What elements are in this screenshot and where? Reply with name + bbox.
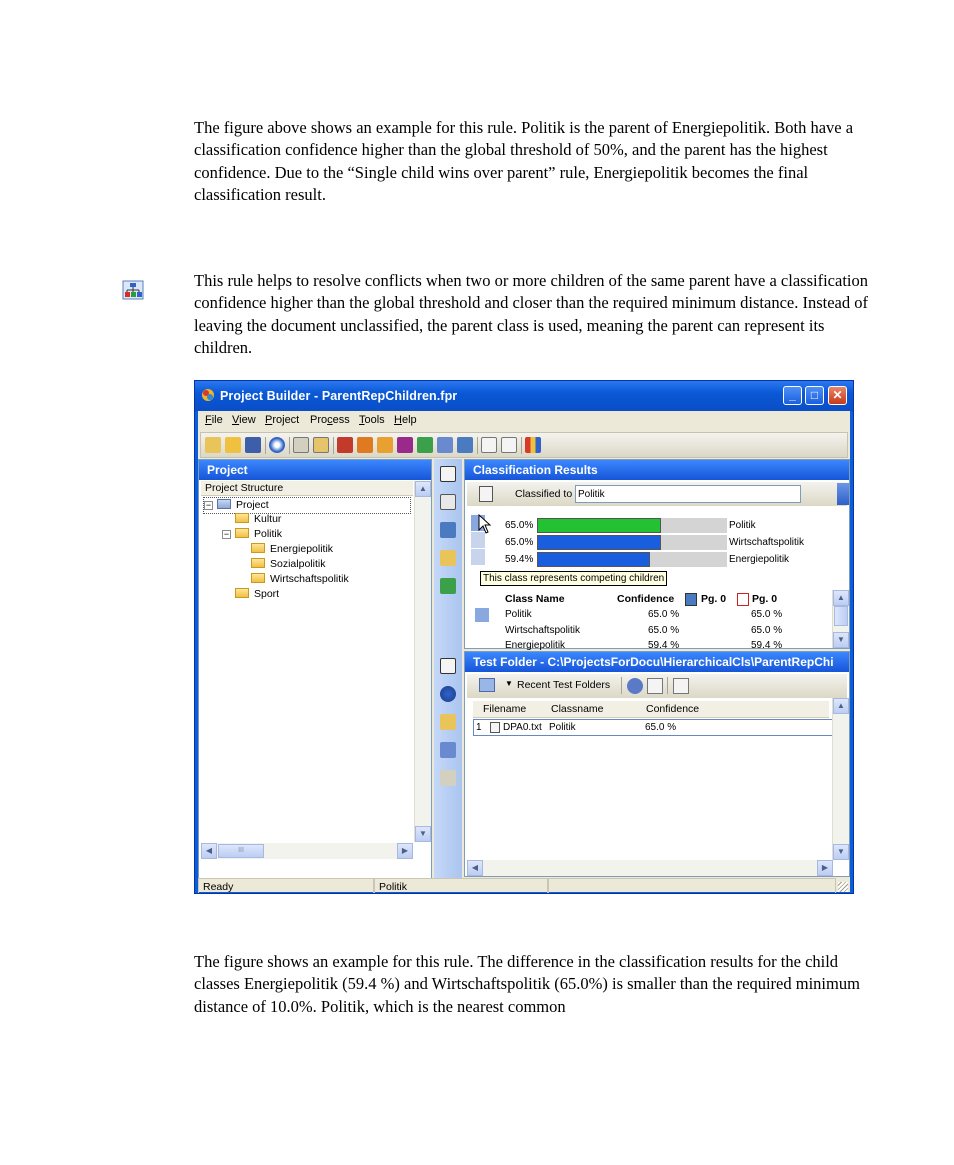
test-folder-pane	[464, 651, 850, 877]
bar-percent: 65.0%	[505, 537, 534, 548]
close-button[interactable]: ✕	[828, 386, 847, 405]
scroll-down-icon[interactable]: ▼	[415, 826, 431, 842]
window-client	[198, 411, 850, 892]
extract-icon[interactable]	[397, 437, 413, 453]
scroll-left-icon[interactable]: ◀	[201, 843, 217, 859]
row-confidence: 65.0 %	[648, 625, 680, 636]
settings-gear-icon[interactable]	[269, 437, 285, 453]
verify-icon[interactable]	[417, 437, 433, 453]
page-header-1[interactable]: Pg. 0	[701, 593, 727, 605]
dropdown-arrow-icon[interactable]: ▼	[505, 679, 513, 688]
save-icon[interactable]	[245, 437, 261, 453]
status-empty	[548, 878, 836, 894]
row-classname: Politik	[549, 722, 576, 733]
test-folder-title: Test Folder - C:\ProjectsForDocu\HierarchicalCls\ParentRepChi	[465, 652, 849, 672]
row-filename: DPA0.txt	[503, 722, 542, 733]
row-page-confidence: 65.0 %	[751, 609, 783, 620]
tree-item-politik[interactable]: − Politik	[223, 528, 283, 540]
main-toolbar	[200, 432, 848, 458]
new-project-icon[interactable]	[205, 437, 221, 453]
text-file-icon	[490, 722, 500, 733]
project-builder-window	[194, 380, 854, 894]
open-folder-icon[interactable]	[479, 678, 495, 692]
classification-view-icon[interactable]	[440, 466, 456, 482]
table-row[interactable]	[473, 719, 839, 736]
report-view-icon[interactable]	[440, 770, 456, 786]
confidence-header[interactable]: Confidence	[617, 593, 675, 605]
globe-icon[interactable]	[440, 686, 456, 702]
ocr-batch-icon[interactable]	[313, 437, 329, 453]
bar-fill	[537, 518, 661, 533]
folder-icon	[251, 543, 265, 553]
menu-process[interactable]: Process	[310, 414, 350, 426]
tree-item-project[interactable]: − Project	[203, 497, 411, 514]
scroll-thumb[interactable]: III	[218, 844, 264, 858]
scroll-right-icon[interactable]: ▶	[817, 860, 833, 876]
tree-item-energiepolitik[interactable]: Energiepolitik	[251, 542, 333, 557]
tooltip: This class represents competing children	[480, 571, 667, 586]
row-class-name: Wirtschaftspolitik	[505, 625, 581, 636]
hierarchy-view-icon[interactable]	[440, 522, 456, 538]
document-classify-icon[interactable]	[479, 486, 493, 502]
test-folder-toolbar	[467, 674, 847, 698]
menu-file[interactable]: File	[205, 414, 223, 426]
row-class-name: Politik	[505, 609, 532, 620]
test-folder-view-icon[interactable]	[440, 658, 456, 674]
bar-class-label: Energiepolitik	[729, 554, 790, 565]
bar-track	[537, 535, 727, 550]
title-bar	[195, 381, 853, 411]
bar-track	[537, 518, 727, 533]
confidence-column[interactable]: Confidence	[646, 703, 700, 715]
project-structure-header[interactable]: Project Structure	[201, 481, 413, 496]
test-grid-header	[473, 701, 829, 718]
scroll-right-icon[interactable]: ▶	[397, 843, 413, 859]
row-confidence: 65.0 %	[645, 722, 677, 733]
project-vertical-scrollbar[interactable]	[414, 481, 431, 842]
status-class: Politik	[374, 878, 548, 894]
parent-rep-icon	[475, 608, 489, 622]
collapse-icon[interactable]: −	[223, 529, 230, 539]
menu-view[interactable]: View	[232, 414, 256, 426]
paragraph-example: The figure shows an example for this rule. The difference in the classification results for the child classes Energiepolitik (59.4 %) and Wirtschaftspolitik (65.0%) is smaller than the required minimum distance of 10.0%. Politik, which is the nearest common	[194, 952, 860, 1016]
test-horizontal-scrollbar[interactable]	[467, 860, 833, 876]
classified-to-label: Classified to	[515, 488, 573, 500]
classified-to-field[interactable]: Politik	[575, 485, 801, 503]
checklist-icon[interactable]	[440, 742, 456, 758]
results-toolbar	[467, 482, 847, 506]
menu-bar	[198, 411, 850, 431]
tree-item-kultur[interactable]: Kultur	[235, 512, 281, 527]
row-index: 1	[476, 722, 482, 733]
row-confidence: 65.0 %	[648, 609, 680, 620]
scroll-left-icon[interactable]: ◀	[467, 860, 483, 876]
list-icon[interactable]	[501, 437, 517, 453]
document-export-icon[interactable]	[647, 678, 663, 694]
tree-item-wirtschaftspolitik[interactable]: Wirtschaftspolitik	[251, 572, 349, 587]
folder-icon	[235, 588, 249, 598]
page-image-icon	[685, 593, 697, 606]
paragraph-rule-description: This rule helps to resolve conflicts when two or more children of the same parent have a classification confidence higher than the global threshold and closer than the required minimum distance. Instead of leaving the document unclassified, the parent class is used, meaning the parent can represent its children.	[194, 271, 868, 358]
classname-column[interactable]: Classname	[551, 703, 604, 715]
project-pane	[198, 459, 432, 879]
maximize-button[interactable]: □	[805, 386, 824, 405]
bar-percent: 65.0%	[505, 520, 534, 531]
confidence-bar-politik	[471, 518, 841, 533]
window-title: Project Builder - ParentRepChildren.fpr	[220, 389, 458, 403]
export-icon[interactable]	[457, 437, 473, 453]
project-pane-title: Project	[199, 460, 431, 480]
filename-column[interactable]: Filename	[483, 703, 527, 715]
ocr-icon[interactable]	[293, 437, 309, 453]
tree-item-sport[interactable]: Sport	[235, 587, 279, 602]
project-horizontal-scrollbar[interactable]	[201, 843, 413, 859]
bar-fill	[537, 552, 650, 567]
scroll-down-icon[interactable]: ▼	[833, 844, 849, 860]
folder-icon	[251, 573, 265, 583]
scroll-thumb[interactable]	[834, 606, 848, 626]
classification-results-pane	[464, 459, 850, 649]
recent-test-folders-button[interactable]: Recent Test Folders	[517, 679, 611, 691]
bar-class-label: Politik	[729, 520, 756, 531]
report-icon[interactable]	[673, 678, 689, 694]
paragraph-intro: The figure above shows an example for this rule. Politik is the parent of Energiepolitik. Both have a classification confidence higher than the global threshold of 50%, and the parent has the highest confidence. Due to the “Single child wins over parent” rule, Energiepolitik becomes the final classification result.	[194, 118, 854, 205]
train-icon[interactable]	[377, 437, 393, 453]
scroll-up-icon[interactable]: ▲	[833, 698, 849, 714]
folder-icon	[235, 528, 249, 538]
status-ready: Ready	[198, 878, 374, 894]
results-pane-title: Classification Results	[465, 460, 849, 480]
toolbar-overflow-icon[interactable]	[837, 483, 849, 505]
menu-tools[interactable]: Tools	[359, 414, 385, 426]
bar-percent: 59.4%	[505, 554, 534, 565]
tree-item-sozialpolitik[interactable]: Sozialpolitik	[251, 557, 325, 572]
parent-represents-children-icon	[122, 280, 144, 300]
class-name-header[interactable]: Class Name	[505, 593, 565, 605]
project-icon	[217, 499, 231, 509]
scroll-up-icon[interactable]: ▲	[415, 481, 431, 497]
row-page-confidence: 65.0 %	[751, 625, 783, 636]
run-test-icon[interactable]	[627, 678, 643, 694]
row-class-name: Energiepolitik	[505, 640, 566, 651]
resize-grip-icon[interactable]	[838, 882, 848, 892]
results-vertical-scrollbar[interactable]	[832, 590, 849, 648]
classify-icon[interactable]	[337, 437, 353, 453]
menu-project[interactable]: Project	[265, 414, 300, 426]
row-page-confidence: 59.4 %	[751, 640, 783, 651]
open-folder-icon[interactable]	[225, 437, 241, 453]
bar-class-label: Wirtschaftspolitik	[729, 537, 805, 548]
folder-icon	[251, 558, 265, 568]
collapse-icon[interactable]: −	[205, 500, 212, 510]
report-icon[interactable]	[481, 437, 497, 453]
menu-help[interactable]: Help	[394, 414, 417, 426]
test-vertical-scrollbar[interactable]	[832, 698, 849, 860]
folder-icon	[235, 513, 249, 523]
bar-fill	[537, 535, 661, 550]
scroll-down-icon[interactable]: ▼	[833, 632, 849, 648]
view-sidebar	[434, 459, 462, 879]
confidence-bar-energiepolitik	[471, 552, 841, 567]
pdf-icon	[737, 593, 749, 606]
check-view-icon[interactable]	[440, 578, 456, 594]
classify-batch-icon[interactable]	[357, 437, 373, 453]
bar-track	[537, 552, 727, 567]
bar-chart-icon[interactable]	[525, 437, 541, 453]
status-bar	[198, 880, 850, 892]
page-header-2[interactable]: Pg. 0	[752, 593, 778, 605]
row-confidence: 59.4 %	[648, 640, 680, 651]
minimize-button[interactable]: _	[783, 386, 802, 405]
note-icon[interactable]	[440, 714, 456, 730]
app-icon	[201, 388, 215, 402]
scroll-up-icon[interactable]: ▲	[833, 590, 849, 606]
document-icon[interactable]	[437, 437, 453, 453]
edit-view-icon[interactable]	[440, 550, 456, 566]
confidence-bar-wirtschaftspolitik	[471, 535, 841, 550]
table-view-icon[interactable]	[440, 494, 456, 510]
